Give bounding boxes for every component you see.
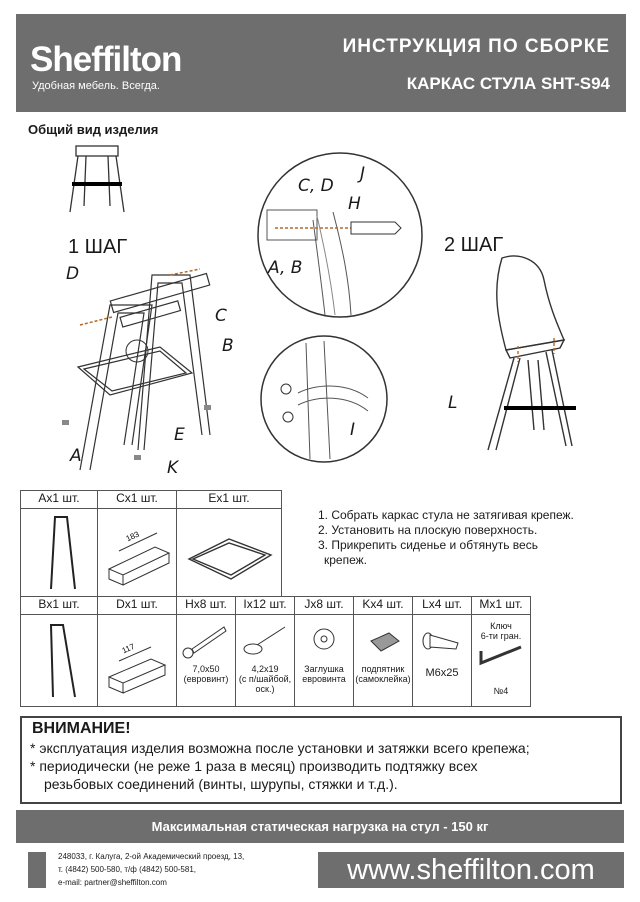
- part-c-drawing: [99, 509, 175, 593]
- part-k-name: подпятник: [361, 664, 405, 674]
- footer-marker: [28, 852, 46, 888]
- footer-address-2: т. (4842) 500-580, т/ф (4842) 500-581,: [58, 865, 196, 874]
- part-h-type: (евровинт): [183, 674, 229, 684]
- part-h-drawing: [178, 615, 234, 661]
- brand-logo: Sheffilton: [30, 40, 182, 79]
- instruction-2: 2. Установить на плоскую поверхность.: [318, 523, 538, 537]
- overview-stool-drawing: [60, 140, 140, 220]
- part-a-label: Ax1 шт.: [21, 491, 98, 509]
- part-h-cell: [177, 615, 236, 707]
- part-a-drawing: [29, 509, 89, 593]
- part-b-label: Bx1 шт.: [21, 597, 98, 615]
- part-l-cell: [413, 615, 472, 707]
- step2-label: 2 ШАГ: [444, 234, 504, 256]
- part-j-drawing: [296, 615, 352, 661]
- part-i-label: Ix12 шт.: [236, 597, 295, 615]
- detail-circle-bottom: [258, 333, 390, 465]
- instruction-3-cont: крепеж.: [324, 553, 367, 567]
- part-i-type: (с п/шайбой,: [238, 674, 292, 684]
- max-load-banner: Максимальная статическая нагрузка на стул - 150 кг: [16, 810, 624, 843]
- part-letter-ab: A, B: [268, 258, 303, 278]
- part-letter-a: A: [70, 446, 82, 466]
- part-c-dimension: 183: [124, 529, 141, 544]
- part-m-cell: [472, 615, 531, 707]
- part-m-size: №4: [493, 686, 509, 696]
- part-d-cell: [98, 615, 177, 707]
- part-k-label: Kx4 шт.: [354, 597, 413, 615]
- part-e-label: Ex1 шт.: [177, 491, 282, 509]
- part-j-label: Jx8 шт.: [295, 597, 354, 615]
- part-i-cell: [236, 615, 295, 707]
- part-letter-b: B: [222, 336, 234, 356]
- step1-label: 1 ШАГ: [68, 236, 128, 258]
- part-c-cell: [98, 509, 177, 597]
- part-letter-c: C: [215, 306, 227, 326]
- instruction-3: 3. Прикрепить сиденье и обтянуть весь: [318, 538, 538, 552]
- hex-key-icon: [473, 641, 529, 683]
- part-d-drawing: [99, 615, 175, 703]
- warning-line-1: * эксплуатация изделия возможна после установки и затяжки всего крепежа;: [30, 740, 530, 756]
- part-k-cell: [354, 615, 413, 707]
- part-m-label: Mx1 шт.: [472, 597, 531, 615]
- part-letter-k: K: [167, 458, 179, 478]
- instruction-1: 1. Собрать каркас стула не затягивая крепеж.: [318, 508, 574, 522]
- part-e-drawing: [179, 509, 279, 593]
- footer-email: e-mail: partner@sheffilton.com: [58, 878, 167, 887]
- detail-circle-top: [255, 150, 425, 320]
- part-h-label: Hx8 шт.: [177, 597, 236, 615]
- part-i-type-2: оск.): [255, 684, 275, 694]
- part-b-drawing: [29, 615, 89, 703]
- part-i-size: 4,2x19: [251, 664, 279, 674]
- parts-table-row1: [20, 490, 282, 597]
- part-k-drawing: [355, 615, 411, 661]
- footer-address-1: 248033, г. Калуга, 2-ой Академический проезд, 13,: [58, 852, 245, 861]
- part-m-name: Ключ: [490, 621, 512, 631]
- part-j-type: евровинта: [302, 674, 346, 684]
- part-c-label: Cx1 шт.: [98, 491, 177, 509]
- part-letter-cd: C, D: [298, 176, 334, 196]
- part-d-label: Dx1 шт.: [98, 597, 177, 615]
- part-i-drawing: [237, 615, 293, 661]
- part-j-name: Заглушка: [304, 664, 344, 674]
- part-m-type: 6-ти гран.: [480, 631, 522, 641]
- footer-website[interactable]: www.sheffilton.com: [318, 852, 624, 888]
- part-b-cell: [21, 615, 98, 707]
- warning-line-3: резьбовых соединений (винты, шурупы, стяжки и т.д.).: [44, 776, 398, 792]
- part-h-size: 7,0x50: [192, 664, 220, 674]
- part-d-dimension: 117: [120, 641, 136, 656]
- product-subtitle: КАРКАС СТУЛА SHT-S94: [406, 74, 610, 93]
- overview-label: Общий вид изделия: [28, 122, 159, 137]
- document-title: ИНСТРУКЦИЯ ПО СБОРКЕ: [342, 36, 610, 57]
- part-l-drawing: [414, 615, 470, 665]
- part-l-label: Lx4 шт.: [413, 597, 472, 615]
- part-letter-i: I: [350, 420, 356, 440]
- part-e-cell: [177, 509, 282, 597]
- warning-line-2: * периодически (не реже 1 раза в месяц) производить подтяжку всех: [30, 758, 478, 774]
- part-letter-e: E: [174, 425, 185, 445]
- brand-tagline: Удобная мебель. Всегда.: [32, 80, 160, 92]
- part-l-size: M6x25: [425, 667, 459, 679]
- part-letter-j: J: [360, 164, 366, 184]
- parts-table-row2: [20, 596, 531, 707]
- part-letter-d: D: [66, 264, 80, 284]
- part-j-cell: [295, 615, 354, 707]
- warning-title: ВНИМАНИЕ!: [32, 720, 131, 737]
- step2-chair-drawing: [440, 250, 600, 470]
- part-k-type: (самоклейка): [355, 674, 411, 684]
- part-a-cell: [21, 509, 98, 597]
- part-letter-h: H: [348, 194, 361, 214]
- part-letter-l: L: [448, 393, 458, 413]
